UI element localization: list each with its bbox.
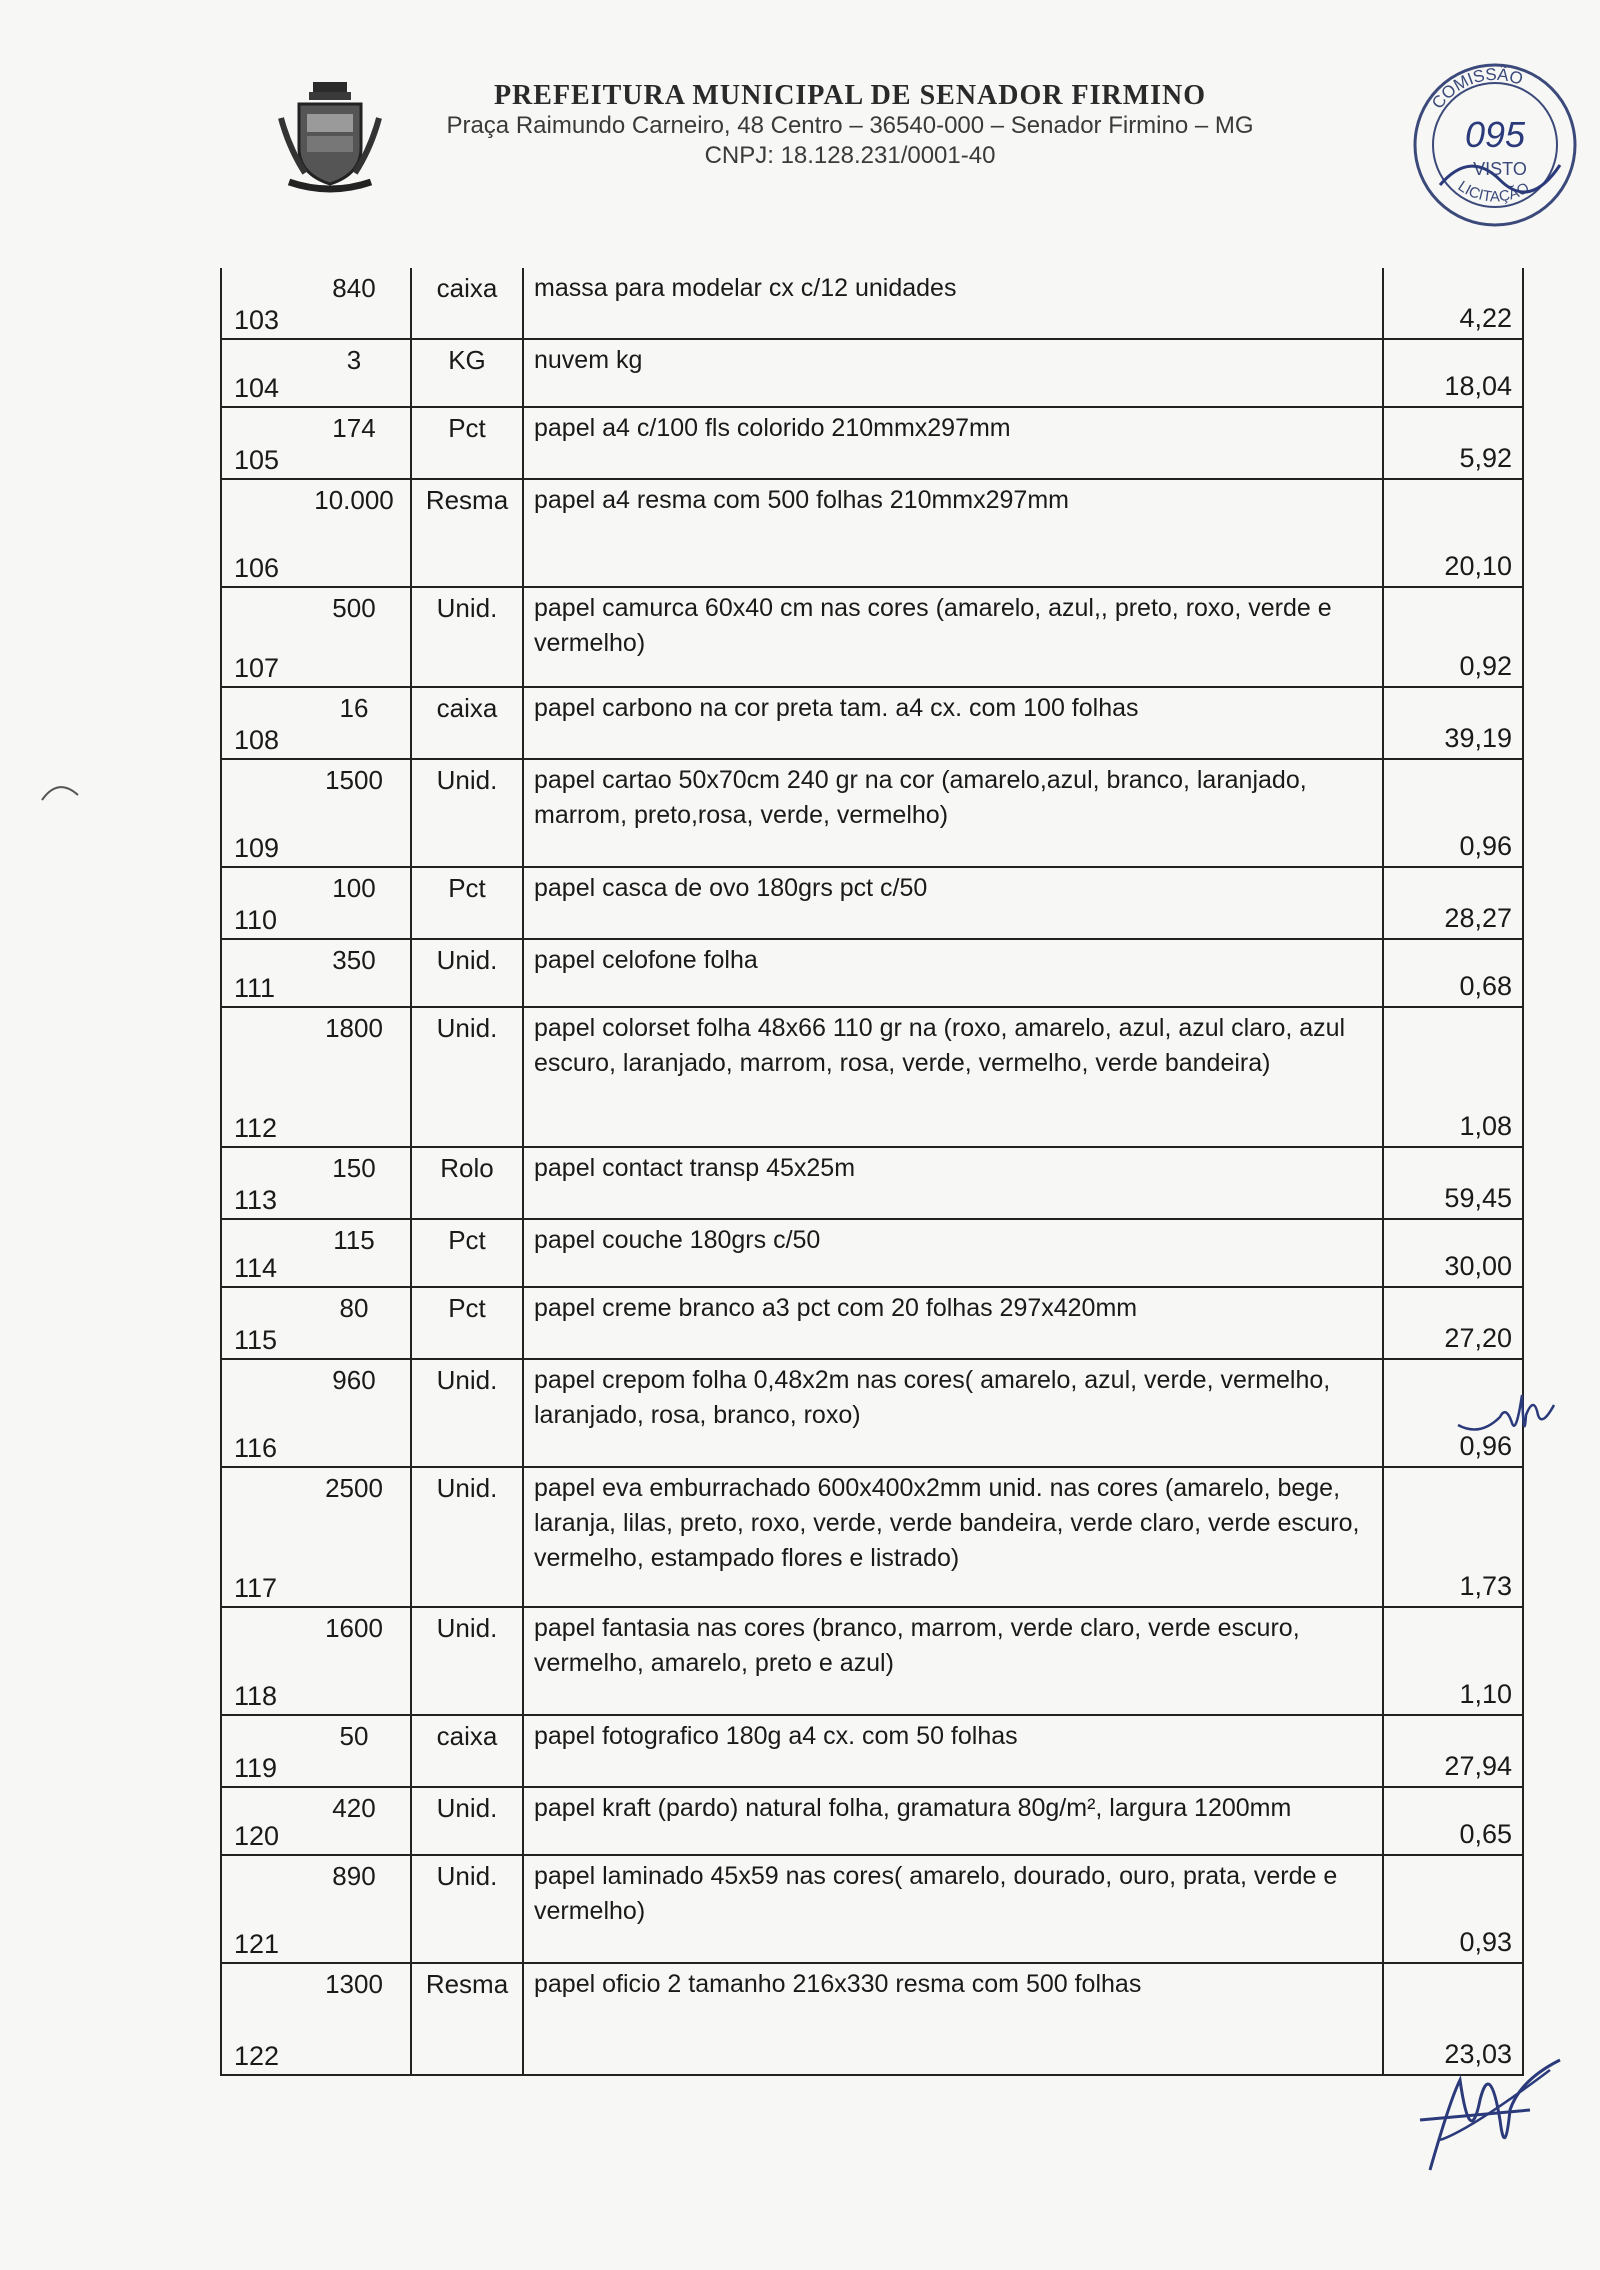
item-number: 118	[234, 1681, 278, 1711]
price-cell	[1384, 1856, 1518, 1962]
commission-stamp-icon	[1400, 55, 1590, 235]
cnpj-line: CNPJ: 18.128.231/0001-40	[704, 142, 996, 169]
unit-value: Unid.	[436, 593, 498, 623]
unit-value: Unid.	[436, 1473, 498, 1503]
table-row	[222, 1360, 1522, 1468]
item-number: 120	[234, 1821, 280, 1851]
unit-price-value: 5,92	[1459, 443, 1512, 473]
item-number: 119	[234, 1753, 278, 1783]
table-row	[222, 268, 1522, 340]
item-cell	[222, 940, 412, 1006]
table-row	[222, 588, 1522, 688]
description-cell: papel contact transp 45x25m	[524, 1148, 1384, 1218]
price-cell	[1384, 1716, 1518, 1786]
price-cell	[1384, 760, 1518, 866]
signature-icon	[1410, 2040, 1570, 2190]
unit-price-value: 1,10	[1459, 1679, 1512, 1709]
quantity-value: 960	[332, 1365, 376, 1395]
unit-cell	[412, 480, 524, 586]
table-row	[222, 1788, 1522, 1856]
unit-value: Unid.	[436, 1613, 498, 1643]
unit-price-value: 18,04	[1444, 371, 1512, 401]
item-number: 103	[234, 305, 280, 335]
item-number: 109	[234, 833, 280, 863]
item-cell	[222, 1964, 412, 2074]
unit-value: caixa	[436, 693, 498, 723]
item-cell	[222, 1608, 412, 1714]
item-cell	[222, 1008, 412, 1146]
unit-cell	[412, 340, 524, 406]
table-row	[222, 480, 1522, 588]
item-cell	[222, 1788, 412, 1854]
unit-price-value: 59,45	[1444, 1183, 1512, 1213]
item-cell	[222, 868, 412, 938]
unit-price-value: 4,22	[1459, 303, 1512, 333]
quantity-value: 840	[332, 273, 376, 303]
quantity-value: 1300	[325, 1969, 383, 1999]
item-number: 114	[234, 1253, 278, 1283]
description-cell: nuvem kg	[524, 340, 1384, 406]
unit-value: Resma	[425, 485, 509, 515]
unit-value: caixa	[436, 1721, 498, 1751]
unit-price-value: 0,65	[1459, 1819, 1512, 1849]
description-cell: papel colorset folha 48x66 110 gr na (roxo, amarelo, azul, azul claro, azul escuro, laranjado, marrom, rosa, verde, vermelho, verde bandeira)	[524, 1008, 1384, 1146]
quantity-value: 890	[332, 1861, 376, 1891]
item-cell	[222, 1148, 412, 1218]
table-row	[222, 1856, 1522, 1964]
unit-cell	[412, 1468, 524, 1606]
table-row	[222, 940, 1522, 1008]
page-title: PREFEITURA MUNICIPAL DE SENADOR FIRMINO	[493, 80, 1207, 111]
quantity-value: 2500	[325, 1473, 383, 1503]
description-cell: papel kraft (pardo) natural folha, gramatura 80g/m², largura 1200mm	[524, 1788, 1384, 1854]
items-table	[220, 268, 1524, 2076]
unit-cell	[412, 588, 524, 686]
item-number: 117	[234, 1573, 278, 1603]
unit-cell	[412, 1008, 524, 1146]
unit-price-value: 30,00	[1444, 1251, 1512, 1281]
price-cell	[1384, 340, 1518, 406]
unit-value: Pct	[448, 873, 486, 903]
item-cell	[222, 340, 412, 406]
unit-cell	[412, 408, 524, 478]
table-row	[222, 1288, 1522, 1360]
item-number: 111	[234, 973, 276, 1003]
item-number: 121	[234, 1929, 280, 1959]
description-cell: papel couche 180grs c/50	[524, 1220, 1384, 1286]
item-cell	[222, 1716, 412, 1786]
item-number: 116	[234, 1433, 278, 1463]
quantity-value: 3	[346, 345, 362, 375]
unit-price-value: 23,03	[1444, 2039, 1512, 2069]
unit-cell	[412, 1360, 524, 1466]
table-row	[222, 868, 1522, 940]
margin-mark-icon	[40, 775, 80, 805]
item-cell	[222, 1220, 412, 1286]
unit-value: Unid.	[436, 1861, 498, 1891]
unit-value: Rolo	[440, 1153, 494, 1183]
quantity-value: 50	[339, 1721, 369, 1751]
item-number: 105	[234, 445, 280, 475]
quantity-value: 174	[332, 413, 376, 443]
description-cell: papel camurca 60x40 cm nas cores (amarelo, azul,, preto, roxo, verde e vermelho)	[524, 588, 1384, 686]
item-cell	[222, 1468, 412, 1606]
unit-value: Unid.	[436, 1013, 498, 1043]
unit-price-value: 0,92	[1459, 651, 1512, 681]
item-number: 112	[234, 1113, 278, 1143]
price-cell	[1384, 588, 1518, 686]
item-number: 113	[234, 1185, 278, 1215]
unit-price-value: 20,10	[1444, 551, 1512, 581]
table-row	[222, 688, 1522, 760]
description-cell: papel crepom folha 0,48x2m nas cores( amarelo, azul, verde, vermelho, laranjado, rosa, branco, roxo)	[524, 1360, 1384, 1466]
quantity-value: 150	[332, 1153, 376, 1183]
description-cell: papel fantasia nas cores (branco, marrom, verde claro, verde escuro, vermelho, amarelo, preto e azul)	[524, 1608, 1384, 1714]
description-cell: papel celofone folha	[524, 940, 1384, 1006]
unit-price-value: 27,94	[1444, 1751, 1512, 1781]
item-number: 108	[234, 725, 280, 755]
document-header	[0, 0, 1600, 206]
quantity-value: 80	[339, 1293, 369, 1323]
unit-price-value: 1,73	[1459, 1571, 1512, 1601]
quantity-value: 115	[333, 1225, 375, 1255]
table-row	[222, 1608, 1522, 1716]
description-cell: papel creme branco a3 pct com 20 folhas 297x420mm	[524, 1288, 1384, 1358]
quantity-value: 10.000	[314, 485, 394, 515]
item-cell	[222, 588, 412, 686]
unit-value: Unid.	[436, 765, 498, 795]
item-number: 122	[234, 2041, 280, 2071]
unit-value: Unid.	[436, 1365, 498, 1395]
item-number: 106	[234, 553, 280, 583]
unit-cell	[412, 1220, 524, 1286]
description-cell: papel cartao 50x70cm 240 gr na cor (amarelo,azul, branco, laranjado, marrom, preto,rosa, verde, vermelho)	[524, 760, 1384, 866]
description-cell: papel casca de ovo 180grs pct c/50	[524, 868, 1384, 938]
table-row	[222, 1008, 1522, 1148]
svg-text:LICITAÇÃO: LICITAÇÃO	[1454, 177, 1533, 206]
item-cell	[222, 408, 412, 478]
table-row	[222, 408, 1522, 480]
unit-price-value: 0,93	[1459, 1927, 1512, 1957]
unit-cell	[412, 1964, 524, 2074]
quantity-value: 1800	[325, 1013, 383, 1043]
description-cell: papel a4 c/100 fls colorido 210mmx297mm	[524, 408, 1384, 478]
description-cell: massa para modelar cx c/12 unidades	[524, 268, 1384, 338]
unit-cell	[412, 1608, 524, 1714]
handwritten-initials-icon	[1450, 1375, 1560, 1455]
unit-price-value: 27,20	[1444, 1323, 1512, 1353]
unit-value: Resma	[425, 1969, 509, 1999]
table-row	[222, 340, 1522, 408]
svg-text:095: 095	[1464, 114, 1526, 155]
table-row	[222, 1468, 1522, 1608]
description-cell: papel laminado 45x59 nas cores( amarelo, dourado, ouro, prata, verde e vermelho)	[524, 1856, 1384, 1962]
description-cell: papel fotografico 180g a4 cx. com 50 folhas	[524, 1716, 1384, 1786]
address-line: Praça Raimundo Carneiro, 48 Centro – 36540-000 – Senador Firmino – MG	[446, 112, 1254, 139]
unit-value: caixa	[436, 273, 498, 303]
unit-price-value: 0,96	[1459, 1431, 1512, 1461]
unit-value: Pct	[448, 1293, 486, 1323]
unit-cell	[412, 688, 524, 758]
price-cell	[1384, 1008, 1518, 1146]
unit-price-value: 28,27	[1444, 903, 1512, 933]
price-cell	[1384, 868, 1518, 938]
unit-price-value: 0,96	[1459, 831, 1512, 861]
unit-price-value: 0,68	[1459, 971, 1512, 1001]
quantity-value: 16	[339, 693, 369, 723]
unit-cell	[412, 760, 524, 866]
item-cell	[222, 1856, 412, 1962]
unit-cell	[412, 868, 524, 938]
table-row	[222, 1964, 1522, 2076]
price-cell	[1384, 1788, 1518, 1854]
table-row	[222, 1220, 1522, 1288]
unit-value: Pct	[448, 413, 486, 443]
svg-text:COMISSÃO: COMISSÃO	[1428, 64, 1526, 113]
municipal-coat-of-arms-icon	[275, 78, 385, 193]
price-cell	[1384, 1468, 1518, 1606]
description-cell: papel eva emburrachado 600x400x2mm unid. nas cores (amarelo, bege, laranja, lilas, preto, roxo, verde, verde bandeira, verde claro, verde escuro, vermelho, estampado flores e listrado)	[524, 1468, 1384, 1606]
price-cell	[1384, 688, 1518, 758]
item-cell	[222, 1360, 412, 1466]
price-cell	[1384, 408, 1518, 478]
unit-value: Pct	[448, 1225, 486, 1255]
description-cell: papel a4 resma com 500 folhas 210mmx297mm	[524, 480, 1384, 586]
item-cell	[222, 268, 412, 338]
description-cell: papel oficio 2 tamanho 216x330 resma com 500 folhas	[524, 1964, 1384, 2074]
quantity-value: 350	[332, 945, 376, 975]
unit-value: Unid.	[436, 1793, 498, 1823]
quantity-value: 100	[332, 873, 376, 903]
item-cell	[222, 480, 412, 586]
item-number: 110	[234, 905, 278, 935]
quantity-value: 500	[332, 593, 376, 623]
quantity-value: 1500	[325, 765, 383, 795]
unit-price-value: 1,08	[1459, 1111, 1512, 1141]
svg-text:VISTO: VISTO	[1473, 159, 1527, 179]
price-cell	[1384, 1288, 1518, 1358]
price-cell	[1384, 1608, 1518, 1714]
price-cell	[1384, 480, 1518, 586]
unit-cell	[412, 1856, 524, 1962]
unit-cell	[412, 940, 524, 1006]
table-row	[222, 1148, 1522, 1220]
unit-cell	[412, 1288, 524, 1358]
table-row	[222, 1716, 1522, 1788]
price-cell	[1384, 940, 1518, 1006]
description-cell: papel carbono na cor preta tam. a4 cx. com 100 folhas	[524, 688, 1384, 758]
price-cell	[1384, 1148, 1518, 1218]
unit-value: KG	[448, 345, 486, 375]
item-number: 107	[234, 653, 280, 683]
unit-price-value: 39,19	[1444, 723, 1512, 753]
item-cell	[222, 688, 412, 758]
item-number: 115	[234, 1325, 278, 1355]
unit-cell	[412, 1716, 524, 1786]
item-cell	[222, 760, 412, 866]
price-cell	[1384, 268, 1518, 338]
unit-cell	[412, 1788, 524, 1854]
price-cell	[1384, 1220, 1518, 1286]
item-number: 104	[234, 373, 280, 403]
item-cell	[222, 1288, 412, 1358]
unit-cell	[412, 1148, 524, 1218]
unit-cell	[412, 268, 524, 338]
table-row	[222, 760, 1522, 868]
unit-value: Unid.	[436, 945, 498, 975]
quantity-value: 1600	[325, 1613, 383, 1643]
quantity-value: 420	[332, 1793, 376, 1823]
